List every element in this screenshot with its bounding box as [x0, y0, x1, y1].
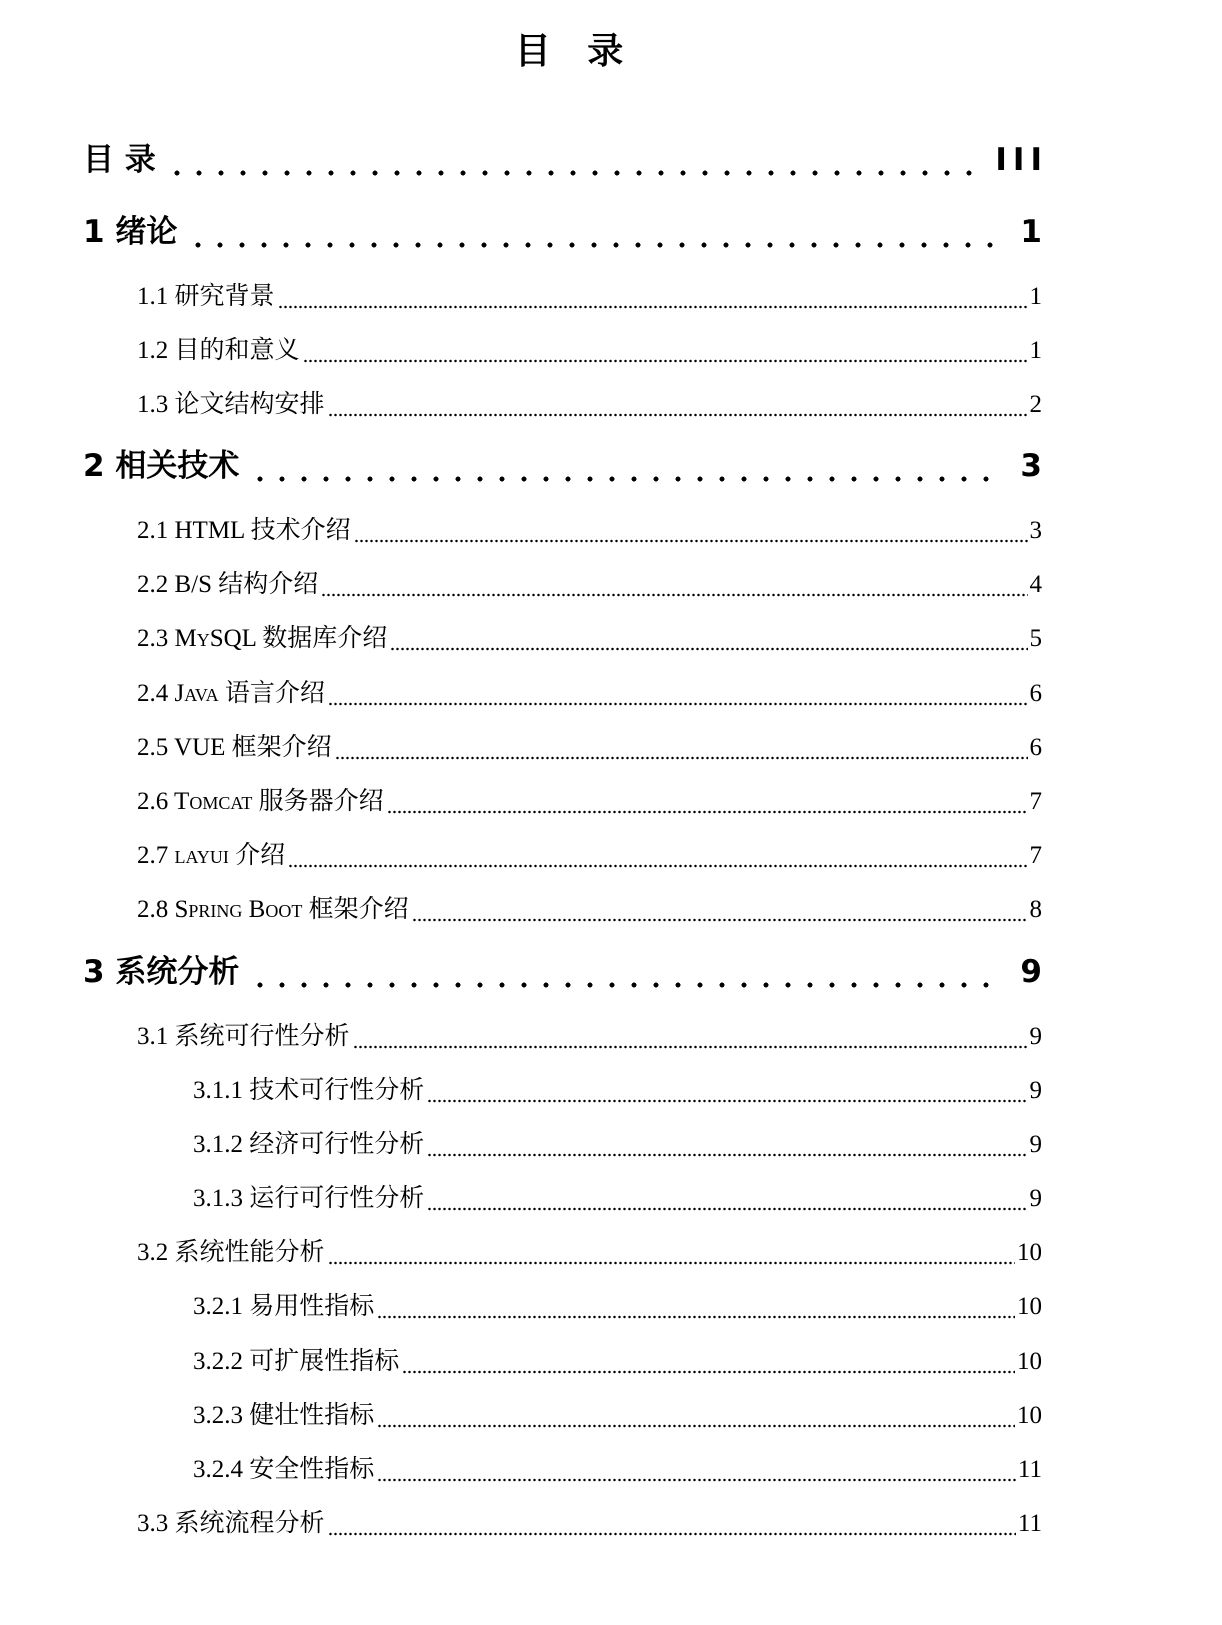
toc-entry[interactable]	[137, 384, 1042, 424]
toc-entry[interactable]	[83, 134, 1048, 186]
toc-entry[interactable]	[193, 1070, 1042, 1110]
toc-entry-page: 4	[1029, 571, 1042, 598]
toc-entry[interactable]	[137, 618, 1042, 658]
toc-entry-label: 2.7 layui 介绍	[137, 842, 286, 869]
toc-entry-label: 3.1.2 经济可行性分析	[193, 1131, 425, 1158]
toc-dot-leader	[249, 474, 1002, 482]
toc-entry[interactable]	[137, 1232, 1042, 1272]
toc-entry-page: III	[995, 142, 1048, 178]
toc-dot-leader	[387, 810, 1028, 814]
toc-entry-label: 3.2.3 健壮性指标	[193, 1402, 375, 1429]
toc-dot-leader	[354, 539, 1028, 543]
toc-entry-page: 1	[1020, 214, 1048, 250]
toc-entry-page: 6	[1029, 680, 1042, 707]
toc-entry-page: 9	[1029, 1131, 1042, 1158]
toc-entry[interactable]	[137, 330, 1042, 370]
toc-entry[interactable]	[193, 1449, 1042, 1489]
toc-entry-page: 1	[1029, 283, 1042, 310]
toc-entry-label: 2.4 Java 语言介绍	[137, 680, 325, 707]
toc-dot-leader	[328, 413, 1028, 417]
toc-entry-label: 2.2 B/S 结构介绍	[137, 571, 319, 598]
toc-entry-page: 9	[1020, 954, 1048, 990]
toc-entry-page: 3	[1029, 517, 1042, 544]
toc-dot-leader	[321, 593, 1027, 597]
toc-entry-page: 11	[1017, 1510, 1042, 1537]
toc-entry[interactable]	[137, 781, 1042, 821]
toc-entry-page: 3	[1020, 448, 1048, 484]
toc-entry-page: 10	[1017, 1239, 1042, 1266]
toc-dot-leader	[377, 1315, 1015, 1319]
toc-entry-page: 5	[1029, 625, 1042, 652]
toc-entry-page: 6	[1029, 734, 1042, 761]
toc-entry-label: 3.1.1 技术可行性分析	[193, 1077, 425, 1104]
toc-dot-leader	[328, 702, 1028, 706]
toc-entry-label: 2.8 Spring Boot 框架介绍	[137, 896, 409, 923]
toc-entry[interactable]	[193, 1395, 1042, 1435]
toc-entry-label: 3.2 系统性能分析	[137, 1239, 325, 1266]
toc-dot-leader	[402, 1370, 1015, 1374]
toc-entry[interactable]	[83, 946, 1048, 998]
toc-entry-page: 10	[1017, 1293, 1042, 1320]
toc-dot-leader	[427, 1207, 1027, 1211]
toc-entry-page: 8	[1029, 896, 1042, 923]
toc-entry-label: 目 录	[83, 142, 156, 178]
toc-entry[interactable]	[137, 889, 1042, 929]
toc-dot-leader	[328, 1261, 1015, 1265]
toc-entry[interactable]	[137, 564, 1042, 604]
toc-entry[interactable]	[137, 835, 1042, 875]
toc-entry-label: 1.3 论文结构安排	[137, 391, 325, 418]
toc-dot-leader	[390, 647, 1027, 651]
toc-dot-leader	[187, 240, 1002, 248]
toc-entry-label: 3.2.1 易用性指标	[193, 1293, 375, 1320]
toc-entry[interactable]	[193, 1124, 1042, 1164]
toc-entry-page: 9	[1029, 1077, 1042, 1104]
toc-entry-label: 1.2 目的和意义	[137, 337, 300, 364]
toc-entry[interactable]	[137, 727, 1042, 767]
toc-entry[interactable]	[83, 440, 1048, 492]
toc-entry[interactable]	[137, 1503, 1042, 1543]
toc-entry[interactable]	[137, 276, 1042, 316]
toc-entry-page: 9	[1029, 1023, 1042, 1050]
toc-dot-leader	[377, 1478, 1016, 1482]
toc-entry-label: 1.1 研究背景	[137, 283, 275, 310]
toc-entry-label: 3.3 系统流程分析	[137, 1510, 325, 1537]
toc-entry-label: 1 绪论	[83, 214, 178, 250]
toc-entry-label: 2.3 MySQL 数据库介绍	[137, 625, 388, 652]
toc-entry-page: 10	[1017, 1402, 1042, 1429]
toc-entry[interactable]	[137, 673, 1042, 713]
toc-dot-leader	[166, 168, 978, 176]
toc-dot-leader	[427, 1099, 1027, 1103]
toc-entry[interactable]	[137, 510, 1042, 550]
toc-entry-page: 1	[1029, 337, 1042, 364]
toc-entry-label: 2 相关技术	[83, 448, 240, 484]
toc-dot-leader	[427, 1153, 1027, 1157]
toc-entry[interactable]	[193, 1341, 1042, 1381]
toc-entry-page: 7	[1029, 788, 1042, 815]
toc-entry-label: 3.1 系统可行性分析	[137, 1023, 350, 1050]
toc-entry-label: 2.6 Tomcat 服务器介绍	[137, 788, 384, 815]
toc-entry-page: 10	[1017, 1348, 1042, 1375]
toc-entry-label: 3.1.3 运行可行性分析	[193, 1185, 425, 1212]
toc-entry[interactable]	[193, 1286, 1042, 1326]
toc-entry-page: 2	[1029, 391, 1042, 418]
toc-entry[interactable]	[193, 1178, 1042, 1218]
toc-dot-leader	[328, 1532, 1016, 1536]
toc-entry-page: 11	[1017, 1456, 1042, 1483]
toc-dot-leader	[278, 305, 1028, 309]
toc-dot-leader	[412, 918, 1028, 922]
toc-dot-leader	[288, 864, 1027, 868]
toc-dot-leader	[353, 1045, 1028, 1049]
toc-entry[interactable]	[137, 1016, 1042, 1056]
toc-entry-page: 9	[1029, 1185, 1042, 1212]
toc-entry-label: 2.1 HTML 技术介绍	[137, 517, 351, 544]
toc-dot-leader	[303, 359, 1028, 363]
toc-entry-label: 3.2.4 安全性指标	[193, 1456, 375, 1483]
toc-entry-label: 2.5 VUE 框架介绍	[137, 734, 332, 761]
toc-dot-leader	[249, 980, 1002, 988]
page-title: 目 录	[514, 31, 636, 72]
toc-dot-leader	[335, 756, 1028, 760]
toc-dot-leader	[377, 1424, 1015, 1428]
toc-entry-label: 3.2.2 可扩展性指标	[193, 1348, 400, 1375]
toc-entry[interactable]	[83, 206, 1048, 258]
toc-entry-page: 7	[1029, 842, 1042, 869]
toc-entry-label: 3 系统分析	[83, 954, 240, 990]
